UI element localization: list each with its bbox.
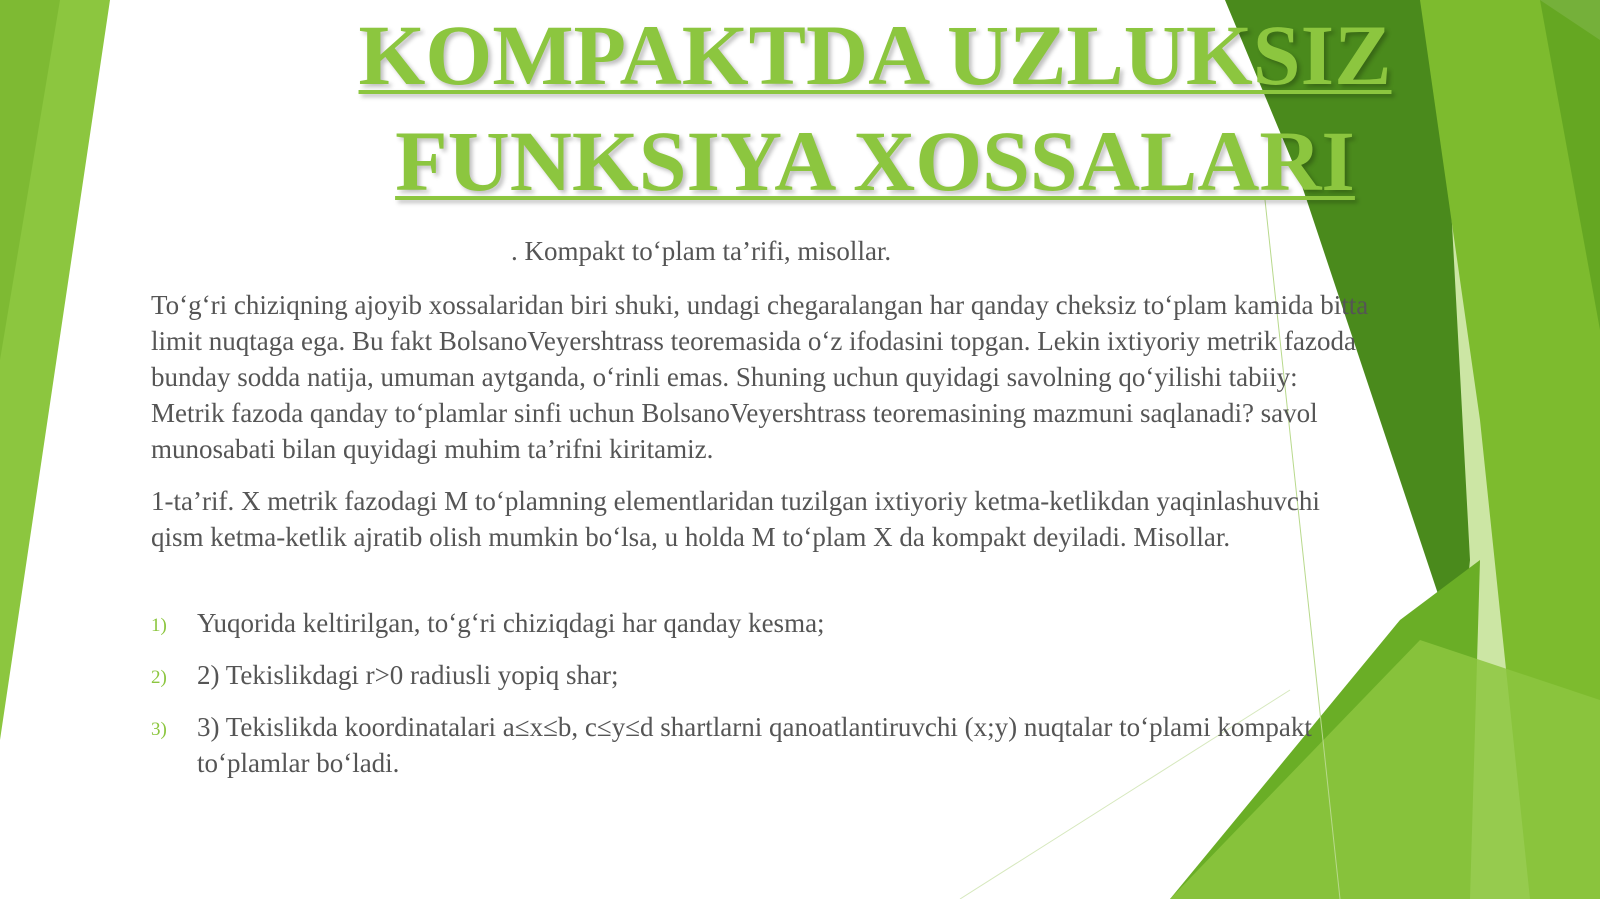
list-item [151,605,1371,641]
paragraph-definition: 1-ta’rif. X metrik fazodagi M to‘plamning elementlaridan tuzilgan ixtiyoriy ketma-ketlikdan yaqinlashuvchi qism ketma-ketlik ajratib olish mumkin bo‘lsa, u holda M to‘plam X da kompakt deyiladi. Misollar. [151,486,1320,552]
title-line-2: FUNKSIYA XOSSALARI [395,113,1355,209]
title-line-1: KOMPAKTDA UZLUKSIZ [358,7,1392,103]
list-text: Yuqorida keltirilgan, to‘g‘ri chiziqdagi har qanday kesma; [197,608,825,638]
slide-title [330,2,1420,214]
list-item [151,657,1371,693]
list-text: 3) Tekislikda koordinatalari a≤x≤b, c≤y≤d shartlarni qanoatlantiruvchi (x;y) nuqtalar to‘plami kompakt to‘plamlar bo‘ladi. [197,712,1312,778]
examples-list [151,605,1371,797]
list-number: 3) [151,719,167,740]
slide-subtitle: . Kompakt to‘plam ta’rifi, misollar. [511,236,892,266]
list-item [151,709,1371,781]
paragraph-intro: To‘g‘ri chiziqning ajoyib xossalaridan biri shuki, undagi chegaralangan har qanday cheksiz to‘plam kamida bitta limit nuqtaga ega. Bu fakt BolsanoVeyershtrass teoremasida o‘z ifodasini topgan. Lekin ixtiyoriy metrik fazoda bunday sodda natija, umuman aytganda, o‘rinli emas. Shuning uchun quyidagi savolning qo‘yilishi tabiiy: Metrik fazoda qanday to‘plamlar sinfi uchun BolsanoVeyershtrass teoremasining mazmuni saqlanadi? savol munosabati bilan quyidagi muhim ta’rifni kiritamiz. [151,290,1369,464]
list-number: 2) [151,667,167,688]
list-text: 2) Tekislikdagi r>0 radiusli yopiq shar; [197,660,619,690]
list-number: 1) [151,615,167,636]
